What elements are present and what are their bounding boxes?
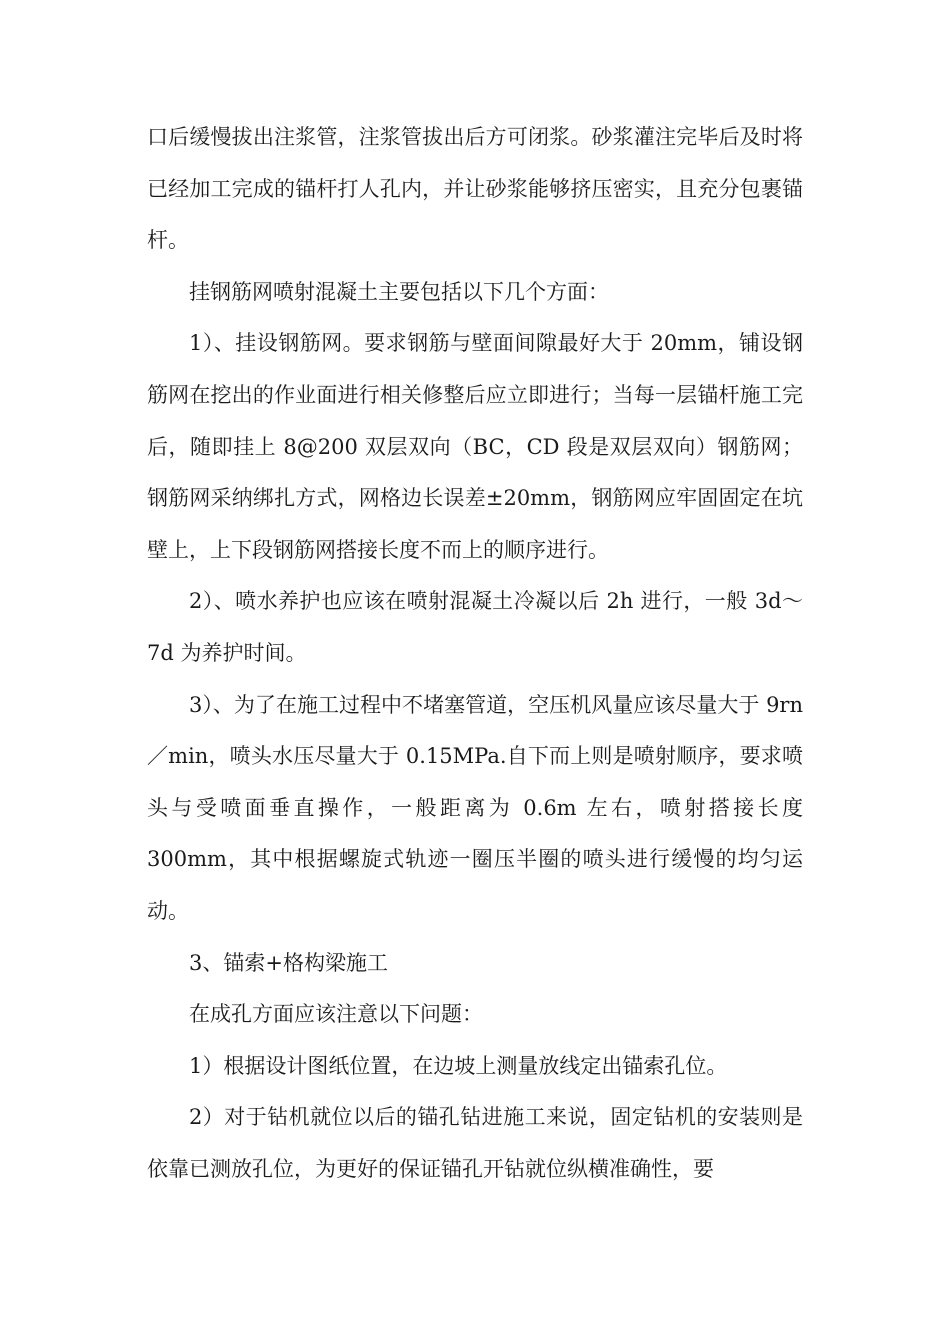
- paragraph-drilling-intro: 在成孔方面应该注意以下问题：: [189, 1002, 483, 1027]
- paragraph-mesh-item-3: 3）、为了在施工过程中不堵塞管道，空压机风量应该尽量大于 9rn／min，喷头水压尽量大于 0.15MPa.自下而上则是喷射顺序，要求喷头与受喷面垂直操作，一般距离为 0.6m 左右，喷射搭接长度 300mm，其中根据螺旋式轨迹一圈压半圈的喷头进行缓慢的均匀运动。: [147, 692, 804, 923]
- paragraph-mesh-item-1: 1）、挂设钢筋网。要求钢筋与壁面间隙最好大于 20mm，铺设钢筋网在挖出的作业面进行相关修整后应立即进行；当每一层锚杆施工完后，随即挂上 8@200 双层双向（BC，CD 段是双层双向）钢筋网；钢筋网采纳绑扎方式，网格边长误差±20mm，钢筋网应牢固固定在坑壁上，上下段钢筋网搭接长度不而上的顺序进行。: [147, 331, 803, 562]
- paragraph-mesh-item-2: 2）、喷水养护也应该在喷射混凝土冷凝以后 2h 进行，一般 3d～7d 为养护时间。: [147, 589, 803, 665]
- paragraph-grout-continuation: 口后缓慢拔出注浆管，注浆管拔出后方可闭浆。砂浆灌注完毕后及时将已经加工完成的锚杆打人孔内，并让砂浆能够挤压密实，且充分包裹锚杆。: [147, 125, 803, 253]
- paragraph-drilling-item-2: 2）对于钻机就位以后的锚孔钻进施工来说，固定钻机的安装则是依靠已测放孔位，为更好的保证锚孔开钻就位纵横准确性，要: [147, 1105, 803, 1181]
- paragraph-drilling-item-1: 1）根据设计图纸位置，在边坡上测量放线定出锚索孔位。: [189, 1053, 728, 1078]
- section-heading-anchor-cable: 3、锚索+格构梁施工: [189, 950, 388, 975]
- document-body: [147, 112, 803, 1195]
- paragraph-mesh-intro: 挂钢筋网喷射混凝土主要包括以下几个方面：: [189, 279, 609, 304]
